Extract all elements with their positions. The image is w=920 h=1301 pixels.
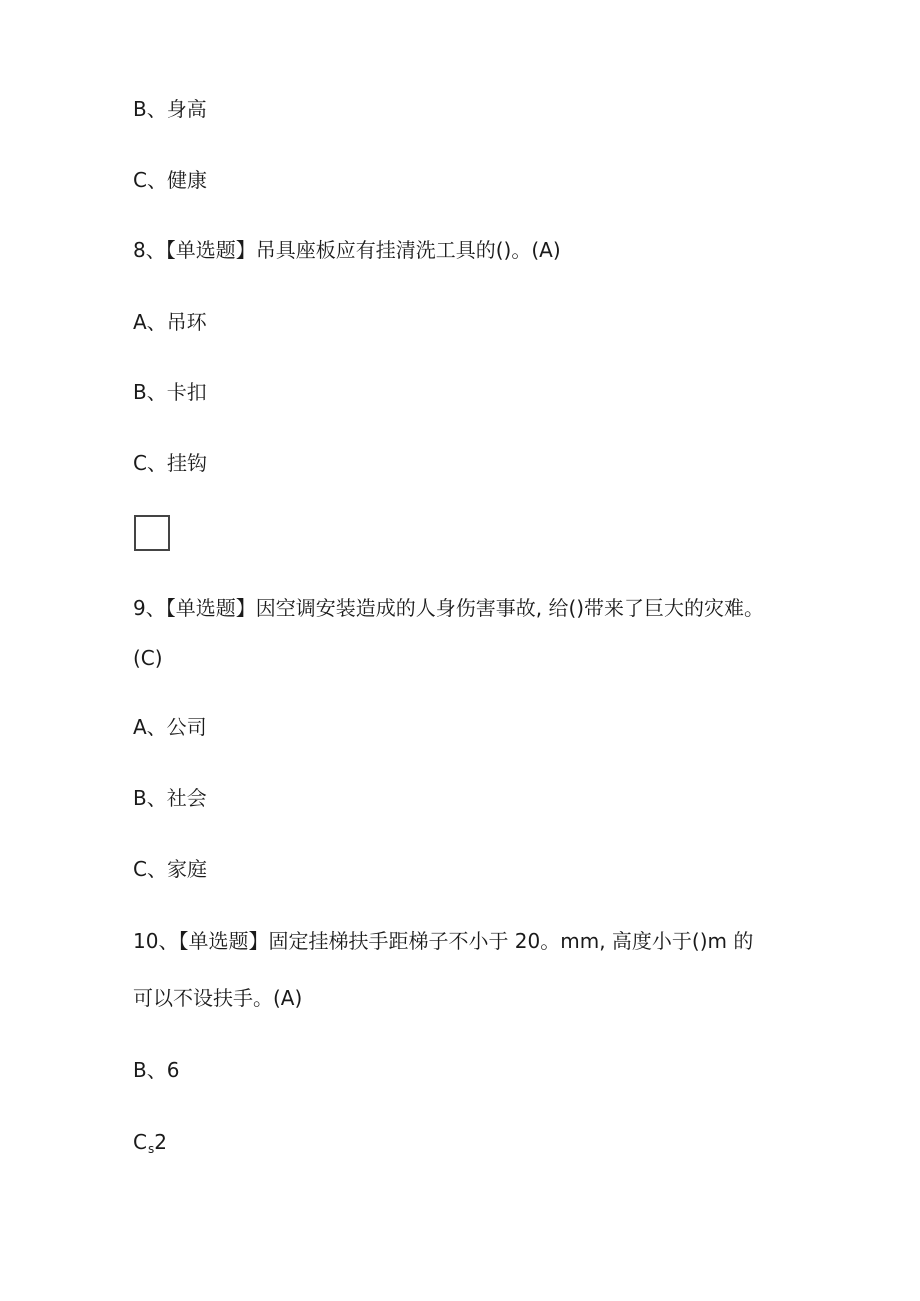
option-c-two: [133, 1130, 167, 1161]
question-10: 10、【单选题】固定挂梯扶手距梯子不小于 20。mm, 高度小于()m 的: [133, 929, 754, 953]
option-c-subscript: s: [147, 1142, 155, 1156]
answer-checkbox[interactable]: [134, 515, 170, 551]
option-b-height: B、身高: [133, 97, 207, 121]
option-c-health: C、健康: [133, 168, 207, 192]
option-c-family: C、家庭: [133, 857, 207, 881]
question-9-answer: (C): [133, 646, 163, 670]
option-a-ring: A、吊环: [133, 310, 207, 334]
question-9: 9、【单选题】因空调安装造成的人身伤害事故, 给()带来了巨大的灾难。: [133, 596, 765, 620]
option-b-buckle: B、卡扣: [133, 380, 207, 404]
option-c-value: 2: [154, 1130, 167, 1154]
option-b-society: B、社会: [133, 786, 207, 810]
option-a-company: A、公司: [133, 715, 207, 739]
option-c-hook: C、挂钩: [133, 451, 207, 475]
question-8: 8、【单选题】吊具座板应有挂清洗工具的()。(A): [133, 238, 561, 262]
question-10-continued: 可以不设扶手。(A): [133, 986, 303, 1010]
option-b-six: B、6: [133, 1058, 180, 1082]
option-c-letter: C: [133, 1130, 147, 1154]
